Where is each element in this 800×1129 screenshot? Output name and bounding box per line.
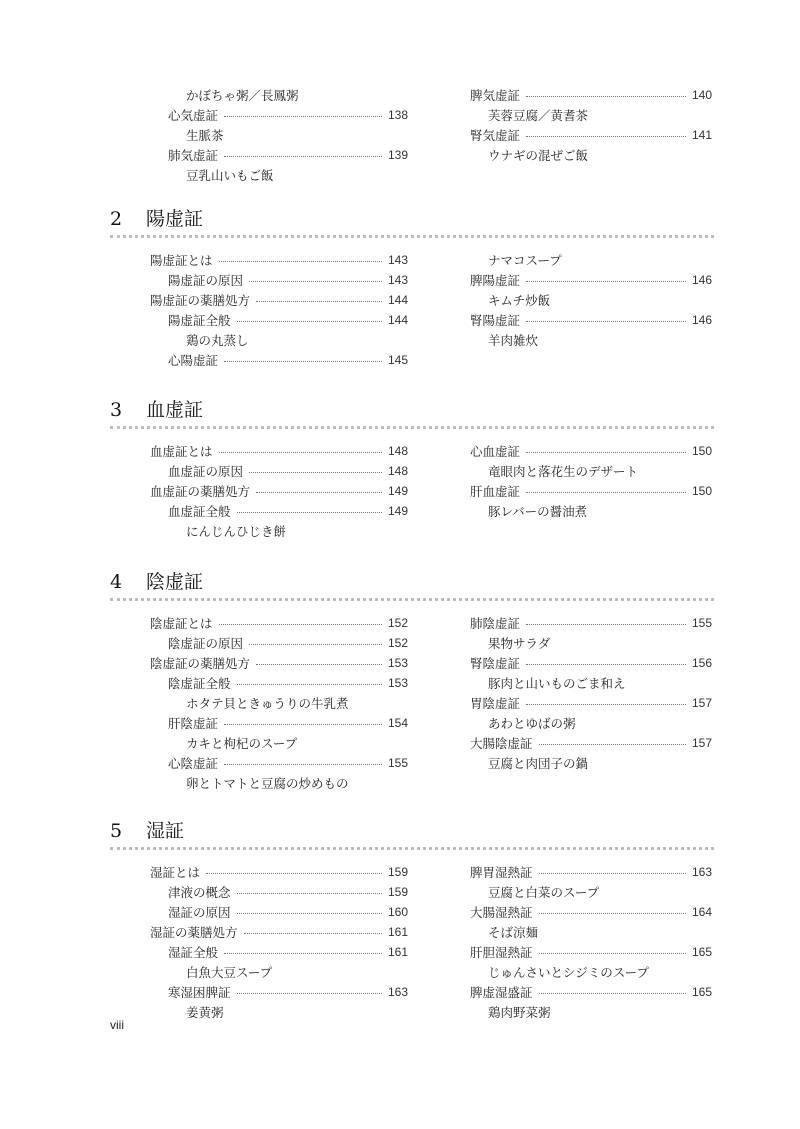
toc-entry-title: あわとゆばの粥 xyxy=(488,716,576,731)
toc-entry-title: 白魚大豆スープ xyxy=(186,965,273,980)
dot-leader xyxy=(224,764,382,765)
toc-entry xyxy=(150,862,408,882)
toc-entry xyxy=(470,441,712,461)
toc-entry-title: 陽虚証の薬膳処方 xyxy=(150,293,251,308)
toc-entry-page: 165 xyxy=(691,945,712,959)
toc-entry xyxy=(150,653,408,673)
toc-entry-title: 血虚証とは xyxy=(150,444,213,459)
toc-entry xyxy=(168,713,408,733)
toc-entry-page: 163 xyxy=(691,865,712,879)
toc-recipe xyxy=(488,633,712,653)
toc-recipe xyxy=(488,330,712,350)
dot-leader xyxy=(526,136,686,137)
dot-leader xyxy=(526,492,686,493)
dot-leader xyxy=(526,321,686,322)
toc-entry-page: 139 xyxy=(387,148,408,162)
dot-leader xyxy=(237,684,382,685)
toc-recipe xyxy=(488,673,712,693)
toc-entry xyxy=(168,633,408,653)
toc-entry-page: 149 xyxy=(387,484,408,498)
dot-leader xyxy=(224,953,382,954)
toc-entry xyxy=(168,461,408,481)
toc-entry-title: 生脈茶 xyxy=(186,128,224,143)
toc-entry-title: 陽虚証の原因 xyxy=(168,273,244,288)
toc-entry-title: 陰虚証全般 xyxy=(168,676,231,691)
toc-entry-title: 脾虚湿盛証 xyxy=(470,985,533,1000)
dot-leader xyxy=(539,913,686,914)
toc-entry-title: ウナギの混ぜご飯 xyxy=(488,148,589,163)
dot-leader xyxy=(249,472,382,473)
toc-entry xyxy=(470,613,712,633)
toc-entry-title: 豚レバーの醤油煮 xyxy=(488,504,588,519)
toc-entry-title: 竜眼肉と落花生のデザート xyxy=(488,464,639,479)
chapter-divider xyxy=(110,598,714,601)
dot-leader xyxy=(249,644,382,645)
toc-entry-page: 144 xyxy=(387,293,408,307)
toc-entry-page: 159 xyxy=(387,885,408,899)
toc-entry-page: 153 xyxy=(387,656,408,670)
toc-recipe xyxy=(488,882,712,902)
toc-entry-page: 165 xyxy=(691,985,712,999)
toc-entry-page: 143 xyxy=(387,273,408,287)
toc-entry-title: 豆腐と肉団子の鍋 xyxy=(488,756,589,771)
dot-leader xyxy=(526,624,686,625)
toc-entry-title: にんじんひじき餅 xyxy=(186,524,287,539)
toc-recipe xyxy=(488,461,712,481)
toc-recipe xyxy=(186,693,408,713)
toc-entry xyxy=(168,942,408,962)
dot-leader xyxy=(256,664,382,665)
toc-entry-title: 大腸陰虚証 xyxy=(470,736,533,751)
chapter-title: 陽虚証 xyxy=(146,208,204,230)
chapter-heading xyxy=(110,395,203,422)
dot-leader xyxy=(539,873,686,874)
chapter-divider xyxy=(110,426,714,429)
toc-entry-title: 豆腐と白菜のスープ xyxy=(488,885,600,900)
chapter-heading xyxy=(110,204,203,231)
toc-recipe xyxy=(488,1002,712,1022)
toc-recipe xyxy=(186,85,408,105)
toc-entry xyxy=(168,350,408,370)
dot-leader xyxy=(219,452,382,453)
toc-entry xyxy=(150,613,408,633)
toc-recipe xyxy=(488,922,712,942)
toc-entry-title: 鶏の丸蒸し xyxy=(186,333,249,348)
toc-entry-title: 陽虚証とは xyxy=(150,253,213,268)
dot-leader xyxy=(219,261,382,262)
toc-entry xyxy=(150,481,408,501)
toc-entry xyxy=(168,105,408,125)
toc-entry xyxy=(168,902,408,922)
toc-entry-page: 152 xyxy=(387,616,408,630)
toc-entry-title: 陰虚証とは xyxy=(150,616,213,631)
toc-entry-page: 160 xyxy=(387,905,408,919)
dot-leader xyxy=(237,512,382,513)
toc-recipe xyxy=(186,521,408,541)
toc-entry xyxy=(168,501,408,521)
dot-leader xyxy=(237,913,382,914)
toc-entry xyxy=(470,862,712,882)
dot-leader xyxy=(206,873,382,874)
toc-recipe xyxy=(488,145,712,165)
dot-leader xyxy=(237,893,382,894)
toc-recipe xyxy=(186,165,408,185)
dot-leader xyxy=(249,281,382,282)
chapter-heading xyxy=(110,567,203,594)
dot-leader xyxy=(526,96,686,97)
toc-recipe xyxy=(488,501,712,521)
toc-entry-page: 138 xyxy=(387,108,408,122)
toc-entry-title: 腎気虚証 xyxy=(470,128,521,143)
chapter-number: 2 xyxy=(110,208,123,230)
toc-entry-title: 羊肉雑炊 xyxy=(488,333,539,348)
toc-entry-page: 145 xyxy=(387,353,408,367)
toc-entry-title: 湿証全般 xyxy=(168,945,219,960)
chapter-title: 陰虚証 xyxy=(146,571,204,593)
toc-entry-page: 163 xyxy=(387,985,408,999)
toc-entry-title: 肝血虚証 xyxy=(470,484,521,499)
toc-entry-title: 胃陰虚証 xyxy=(470,696,521,711)
toc-entry xyxy=(168,753,408,773)
dot-leader xyxy=(256,301,382,302)
toc-entry-title: 陽虚証全般 xyxy=(168,313,231,328)
toc-entry-title: 大腸湿熱証 xyxy=(470,905,533,920)
toc-entry-page: 141 xyxy=(691,128,712,142)
toc-entry-page: 150 xyxy=(691,444,712,458)
toc-entry xyxy=(470,942,712,962)
dot-leader xyxy=(526,452,686,453)
toc-entry-page: 144 xyxy=(387,313,408,327)
dot-leader xyxy=(219,624,382,625)
toc-entry xyxy=(168,145,408,165)
toc-entry-title: 肺気虚証 xyxy=(168,148,219,163)
toc-entry xyxy=(150,922,408,942)
toc-entry xyxy=(470,125,712,145)
toc-entry-title: キムチ炒飯 xyxy=(488,293,551,308)
toc-entry xyxy=(470,310,712,330)
toc-entry xyxy=(168,673,408,693)
toc-entry-title: 肺陰虚証 xyxy=(470,616,521,631)
chapter-number: 4 xyxy=(110,571,123,593)
toc-recipe xyxy=(488,962,712,982)
toc-entry xyxy=(470,902,712,922)
toc-entry-title: 湿証の原因 xyxy=(168,905,231,920)
toc-entry-page: 146 xyxy=(691,273,712,287)
toc-entry-title: じゅんさいとシジミのスープ xyxy=(488,965,649,980)
toc-entry-title: 血虚証の薬膳処方 xyxy=(150,484,251,499)
toc-entry xyxy=(470,693,712,713)
toc-entry-title: かぼちゃ粥／長鳳粥 xyxy=(186,88,299,103)
chapter-title: 血虚証 xyxy=(146,399,204,421)
toc-recipe xyxy=(488,753,712,773)
toc-entry-page: 155 xyxy=(691,616,712,630)
toc-entry xyxy=(168,310,408,330)
toc-recipe xyxy=(488,105,712,125)
toc-entry xyxy=(470,85,712,105)
toc-entry xyxy=(470,481,712,501)
toc-entry-page: 164 xyxy=(691,905,712,919)
toc-entry-title: 陰虚証の原因 xyxy=(168,636,244,651)
toc-entry-title: 湿証の薬膳処方 xyxy=(150,925,238,940)
toc-entry-page: 148 xyxy=(387,464,408,478)
toc-entry xyxy=(470,653,712,673)
toc-entry-title: 脾気虚証 xyxy=(470,88,521,103)
dot-leader xyxy=(224,116,382,117)
dot-leader xyxy=(237,321,382,322)
toc-entry-page: 143 xyxy=(387,253,408,267)
dot-leader xyxy=(224,156,382,157)
toc-entry-title: 豚肉と山いものごま和え xyxy=(488,676,626,691)
toc-entry-title: 寒湿困脾証 xyxy=(168,985,231,1000)
toc-entry-title: 脾陽虚証 xyxy=(470,273,521,288)
toc-recipe xyxy=(186,733,408,753)
dot-leader xyxy=(539,993,686,994)
toc-entry-title: 湿証とは xyxy=(150,865,201,880)
toc-recipe xyxy=(186,330,408,350)
toc-entry-page: 161 xyxy=(387,945,408,959)
dot-leader xyxy=(224,361,382,362)
toc-entry-page: 156 xyxy=(691,656,712,670)
toc-entry-page: 155 xyxy=(387,756,408,770)
chapter-number: 5 xyxy=(110,820,123,842)
toc-entry xyxy=(150,441,408,461)
toc-recipe xyxy=(186,1002,408,1022)
toc-entry-title: ホタテ貝ときゅうりの牛乳煮 xyxy=(186,696,349,711)
toc-entry-page: 154 xyxy=(387,716,408,730)
page-number: viii xyxy=(110,1018,124,1032)
dot-leader xyxy=(539,744,686,745)
toc-entry-title: 腎陰虚証 xyxy=(470,656,521,671)
toc-entry-title: 肝陰虚証 xyxy=(168,716,219,731)
toc-recipe xyxy=(186,125,408,145)
toc-entry-title: 豆乳山いもご飯 xyxy=(186,168,274,183)
toc-entry-title: 果物サラダ xyxy=(488,636,551,651)
toc-recipe xyxy=(488,713,712,733)
chapter-divider xyxy=(110,235,714,238)
toc-recipe xyxy=(186,773,408,793)
toc-entry xyxy=(168,270,408,290)
toc-entry-page: 159 xyxy=(387,865,408,879)
toc-entry-page: 146 xyxy=(691,313,712,327)
toc-entry xyxy=(470,733,712,753)
toc-entry-title: そば涼麺 xyxy=(488,925,539,940)
toc-entry-page: 149 xyxy=(387,504,408,518)
dot-leader xyxy=(237,993,382,994)
toc-entry-title: ナマコスープ xyxy=(488,253,562,268)
toc-entry xyxy=(470,270,712,290)
dot-leader xyxy=(526,281,686,282)
dot-leader xyxy=(526,664,686,665)
toc-entry-title: 心陰虚証 xyxy=(168,756,219,771)
toc-entry-title: 津液の概念 xyxy=(168,885,231,900)
toc-entry-title: 心陽虚証 xyxy=(168,353,219,368)
toc-entry-page: 157 xyxy=(691,696,712,710)
toc-entry-title: 腎陽虚証 xyxy=(470,313,521,328)
toc-entry-title: 陰虚証の薬膳処方 xyxy=(150,656,251,671)
toc-entry-title: 血虚証全般 xyxy=(168,504,231,519)
chapter-divider xyxy=(110,847,714,850)
toc-entry-title: 血虚証の原因 xyxy=(168,464,244,479)
toc-recipe xyxy=(488,250,712,270)
dot-leader xyxy=(256,492,382,493)
toc-entry-title: 鶏肉野菜粥 xyxy=(488,1005,551,1020)
toc-entry-title: 脾胃湿熱証 xyxy=(470,865,533,880)
toc-entry xyxy=(150,290,408,310)
dot-leader xyxy=(244,933,382,934)
toc-entry-title: 肝胆湿熱証 xyxy=(470,945,533,960)
toc-entry-title: 姜黄粥 xyxy=(186,1005,224,1020)
toc-entry-title: 心血虚証 xyxy=(470,444,521,459)
dot-leader xyxy=(224,724,382,725)
toc-entry-page: 153 xyxy=(387,676,408,690)
toc-entry-page: 161 xyxy=(387,925,408,939)
toc-entry-page: 148 xyxy=(387,444,408,458)
toc-entry-page: 152 xyxy=(387,636,408,650)
dot-leader xyxy=(526,704,686,705)
toc-entry-page: 140 xyxy=(691,88,712,102)
toc-recipe xyxy=(186,962,408,982)
toc-entry xyxy=(150,250,408,270)
toc-entry-title: 心気虚証 xyxy=(168,108,219,123)
toc-recipe xyxy=(488,290,712,310)
toc-entry-page: 157 xyxy=(691,736,712,750)
chapter-heading xyxy=(110,816,184,843)
toc-entry-page: 150 xyxy=(691,484,712,498)
chapter-number: 3 xyxy=(110,399,123,421)
toc-entry-title: 芙蓉豆腐／黄耆茶 xyxy=(488,108,589,123)
toc-entry xyxy=(168,982,408,1002)
toc-entry-title: カキと枸杞のスープ xyxy=(186,736,298,751)
chapter-title: 湿証 xyxy=(146,820,185,842)
toc-entry xyxy=(168,882,408,902)
toc-entry-title: 卵とトマトと豆腐の炒めもの xyxy=(186,776,349,791)
dot-leader xyxy=(539,953,686,954)
toc-entry xyxy=(470,982,712,1002)
